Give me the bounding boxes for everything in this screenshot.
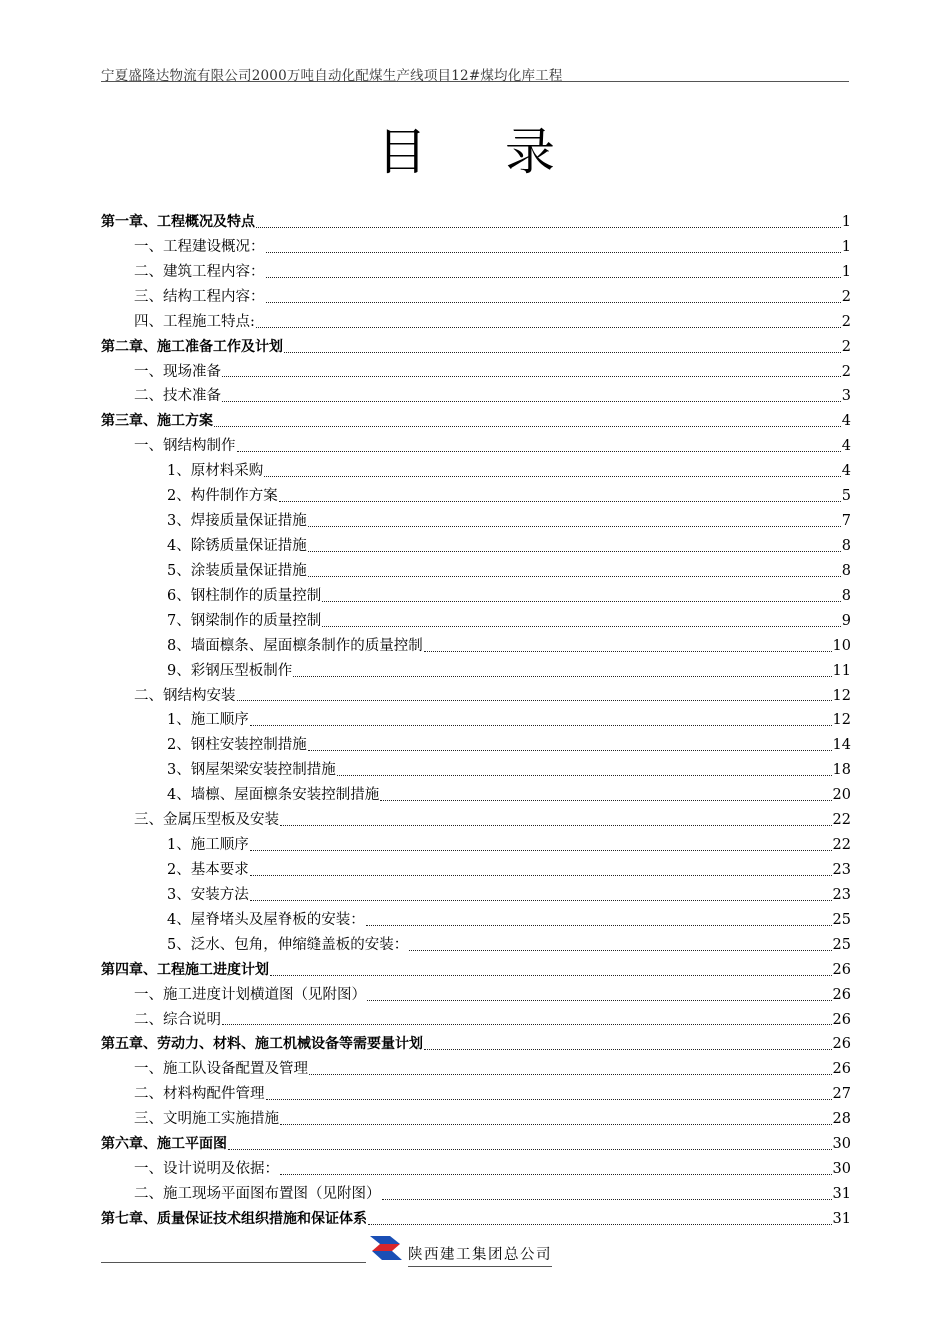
toc-dot-leader [309, 1074, 832, 1075]
toc-entry-label: 四、工程施工特点: [134, 313, 255, 330]
toc-entry-label: 一、钢结构制作 [134, 438, 236, 455]
toc-dot-leader [256, 327, 841, 328]
toc-section-entry[interactable] [101, 1057, 851, 1082]
toc-subsection-entry[interactable] [101, 883, 851, 908]
toc-page-number: 1 [841, 238, 851, 255]
toc-page-number: 11 [832, 662, 851, 679]
toc-dot-leader [266, 302, 841, 303]
toc-chapter-entry[interactable] [101, 958, 851, 983]
toc-entry-label: 二、综合说明 [134, 1011, 221, 1028]
toc-subsection-entry[interactable] [101, 783, 851, 808]
toc-dot-leader [284, 352, 841, 353]
toc-page-number: 8 [841, 562, 851, 579]
toc-entry-label: 二、材料构配件管理 [134, 1086, 265, 1103]
toc-section-entry[interactable] [101, 310, 851, 335]
toc-dot-leader [308, 551, 841, 552]
toc-entry-label: 一、施工队设备配置及管理 [134, 1061, 308, 1078]
toc-entry-label: 2、构件制作方案 [167, 488, 278, 505]
toc-dot-leader [228, 1149, 832, 1150]
toc-entry-label: 2、基本要求 [167, 861, 249, 878]
toc-section-entry[interactable] [101, 1182, 851, 1207]
toc-page-number: 25 [832, 936, 851, 953]
toc-subsection-entry[interactable] [101, 908, 851, 933]
toc-chapter-entry[interactable] [101, 409, 851, 434]
toc-page-number: 14 [832, 737, 851, 754]
page-header: 宁夏盛隆达物流有限公司2000万吨自动化配煤生产线项目12#煤均化库工程 [101, 68, 563, 84]
toc-entry-label: 5、涂装质量保证措施 [167, 562, 307, 579]
toc-entry-label: 第三章、施工方案 [101, 413, 213, 430]
toc-section-entry[interactable] [101, 1082, 851, 1107]
toc-section-entry[interactable] [101, 983, 851, 1008]
toc-entry-label: 6、钢柱制作的质量控制 [167, 587, 322, 604]
toc-entry-label: 第六章、施工平面图 [101, 1136, 227, 1153]
toc-page-number: 4 [841, 438, 851, 455]
toc-subsection-entry[interactable] [101, 534, 851, 559]
toc-entry-label: 一、现场准备 [134, 363, 221, 380]
toc-subsection-entry[interactable] [101, 758, 851, 783]
toc-page-number: 2 [841, 288, 851, 305]
toc-dot-leader [266, 1099, 832, 1100]
toc-chapter-entry[interactable] [101, 210, 851, 235]
toc-chapter-entry[interactable] [101, 1207, 851, 1232]
toc-entry-label: 1、原材料采购 [167, 463, 264, 480]
toc-page-number: 4 [841, 413, 851, 430]
toc-page-number: 26 [832, 1036, 851, 1053]
toc-dot-leader [250, 850, 832, 851]
toc-page-number: 18 [832, 762, 851, 779]
toc-dot-leader [279, 501, 841, 502]
toc-dot-leader [424, 1049, 832, 1050]
toc-dot-leader [266, 252, 841, 253]
header-divider [101, 81, 849, 82]
toc-entry-label: 3、安装方法 [167, 886, 249, 903]
toc-section-entry[interactable] [101, 235, 851, 260]
toc-dot-leader [380, 800, 831, 801]
toc-dot-leader [280, 1174, 832, 1175]
toc-page-number: 8 [841, 587, 851, 604]
toc-section-entry[interactable] [101, 1157, 851, 1182]
toc-entry-label: 9、彩钢压型板制作 [167, 662, 293, 679]
toc-page-number: 10 [832, 637, 851, 654]
toc-dot-leader [237, 451, 841, 452]
toc-chapter-entry[interactable] [101, 335, 851, 360]
toc-page-number: 12 [832, 687, 851, 704]
toc-dot-leader [409, 950, 831, 951]
toc-entry-label: 三、文明施工实施措施 [134, 1111, 279, 1128]
toc-entry-label: 第七章、质量保证技术组织措施和保证体系 [101, 1210, 367, 1227]
toc-subsection-entry[interactable] [101, 484, 851, 509]
toc-page-number: 23 [832, 861, 851, 878]
toc-dot-leader [424, 651, 832, 652]
page-title: 目录 [377, 123, 633, 181]
toc-page-number: 26 [832, 986, 851, 1003]
toc-page-number: 3 [841, 388, 851, 405]
toc-dot-leader [337, 775, 832, 776]
toc-page-number: 7 [841, 513, 851, 530]
toc-page-number: 4 [841, 463, 851, 480]
toc-entry-label: 8、墙面檩条、屋面檩条制作的质量控制 [167, 637, 423, 654]
toc-subsection-entry[interactable] [101, 559, 851, 584]
toc-entry-label: 第四章、工程施工进度计划 [101, 961, 269, 978]
toc-subsection-entry[interactable] [101, 708, 851, 733]
toc-dot-leader [214, 426, 841, 427]
toc-dot-leader [322, 601, 841, 602]
toc-section-entry[interactable] [101, 808, 851, 833]
toc-entry-label: 5、泛水、包角，伸缩缝盖板的安装： [167, 936, 409, 953]
toc-section-entry[interactable] [101, 434, 851, 459]
toc-page-number: 5 [841, 488, 851, 505]
toc-page-number: 20 [832, 787, 851, 804]
toc-subsection-entry[interactable] [101, 733, 851, 758]
toc-page-number: 30 [832, 1161, 851, 1178]
toc-dot-leader [280, 825, 832, 826]
toc-chapter-entry[interactable] [101, 1032, 851, 1057]
toc-subsection-entry[interactable] [101, 933, 851, 958]
toc-dot-leader [222, 376, 841, 377]
toc-dot-leader [322, 626, 841, 627]
toc-section-entry[interactable] [101, 360, 851, 385]
footer-company-name: 陕西建工集团总公司 [408, 1243, 552, 1267]
toc-entry-label: 7、钢梁制作的质量控制 [167, 612, 322, 629]
toc-page-number: 27 [832, 1086, 851, 1103]
toc-page-number: 28 [832, 1111, 851, 1128]
toc-page-number: 12 [832, 712, 851, 729]
toc-entry-label: 一、施工进度计划横道图（见附图） [134, 986, 366, 1003]
toc-page-number: 23 [832, 886, 851, 903]
toc-entry-label: 二、技术准备 [134, 388, 221, 405]
table-of-contents [101, 210, 851, 1232]
toc-dot-leader [293, 676, 831, 677]
toc-page-number: 22 [832, 837, 851, 854]
toc-entry-label: 三、结构工程内容： [134, 288, 265, 305]
toc-entry-label: 二、建筑工程内容： [134, 263, 265, 280]
toc-entry-label: 4、除锈质量保证措施 [167, 537, 307, 554]
toc-entry-label: 2、钢柱安装控制措施 [167, 737, 307, 754]
toc-dot-leader [222, 401, 841, 402]
toc-subsection-entry[interactable] [101, 509, 851, 534]
toc-entry-label: 第五章、劳动力、材料、施工机械设备等需要量计划 [101, 1036, 423, 1053]
toc-page-number: 1 [841, 263, 851, 280]
toc-subsection-entry[interactable] [101, 858, 851, 883]
toc-chapter-entry[interactable] [101, 1132, 851, 1157]
toc-entry-label: 4、屋脊堵头及屋脊板的安装： [167, 911, 365, 928]
toc-subsection-entry[interactable] [101, 609, 851, 634]
toc-dot-leader [266, 277, 841, 278]
toc-dot-leader [382, 1199, 832, 1200]
toc-dot-leader [308, 576, 841, 577]
toc-page-number: 30 [832, 1136, 851, 1153]
toc-dot-leader [250, 725, 832, 726]
toc-dot-leader [308, 750, 832, 751]
toc-page-number: 26 [832, 961, 851, 978]
toc-page-number: 8 [841, 537, 851, 554]
toc-dot-leader [256, 227, 841, 228]
toc-entry-label: 二、施工现场平面图布置图（见附图） [134, 1185, 381, 1202]
toc-section-entry[interactable] [101, 260, 851, 285]
toc-subsection-entry[interactable] [101, 833, 851, 858]
toc-section-entry[interactable] [101, 384, 851, 409]
toc-page-number: 22 [832, 812, 851, 829]
toc-dot-leader [270, 975, 832, 976]
toc-entry-label: 第一章、工程概况及特点 [101, 214, 255, 230]
toc-dot-leader [222, 1024, 832, 1025]
toc-entry-label: 4、墙檩、屋面檩条安装控制措施 [167, 787, 380, 804]
toc-entry-label: 一、工程建设概况： [134, 238, 265, 255]
toc-dot-leader [367, 1000, 832, 1001]
toc-entry-label: 第二章、施工准备工作及计划 [101, 338, 283, 355]
toc-dot-leader [308, 526, 841, 527]
toc-page-number: 2 [841, 363, 851, 380]
toc-page-number: 9 [841, 612, 851, 629]
toc-page-number: 2 [841, 338, 851, 355]
toc-section-entry[interactable] [101, 1107, 851, 1132]
toc-page-number: 26 [832, 1061, 851, 1078]
toc-page-number: 31 [832, 1210, 851, 1227]
toc-subsection-entry[interactable] [101, 584, 851, 609]
toc-section-entry[interactable] [101, 285, 851, 310]
toc-entry-label: 三、金属压型板及安装 [134, 812, 279, 829]
toc-dot-leader [368, 1224, 832, 1225]
toc-subsection-entry[interactable] [101, 634, 851, 659]
toc-page-number: 26 [832, 1011, 851, 1028]
toc-page-number: 2 [841, 313, 851, 330]
toc-page-number: 31 [832, 1185, 851, 1202]
toc-dot-leader [250, 900, 832, 901]
toc-dot-leader [250, 875, 832, 876]
toc-section-entry[interactable] [101, 684, 851, 709]
toc-entry-label: 二、钢结构安装 [134, 687, 236, 704]
toc-subsection-entry[interactable] [101, 659, 851, 684]
toc-page-number: 25 [832, 911, 851, 928]
toc-entry-label: 3、焊接质量保证措施 [167, 513, 307, 530]
toc-entry-label: 1、施工顺序 [167, 837, 249, 854]
toc-dot-leader [264, 476, 841, 477]
toc-dot-leader [280, 1124, 832, 1125]
toc-subsection-entry[interactable] [101, 459, 851, 484]
toc-page-number: 1 [841, 214, 851, 230]
toc-section-entry[interactable] [101, 1008, 851, 1033]
toc-entry-label: 3、钢屋架梁安装控制措施 [167, 762, 336, 779]
company-logo-icon [366, 1234, 406, 1264]
toc-entry-label: 1、施工顺序 [167, 712, 249, 729]
toc-dot-leader [237, 700, 832, 701]
toc-dot-leader [366, 925, 832, 926]
toc-entry-label: 一、设计说明及依据： [134, 1161, 279, 1178]
footer-divider [101, 1262, 366, 1263]
